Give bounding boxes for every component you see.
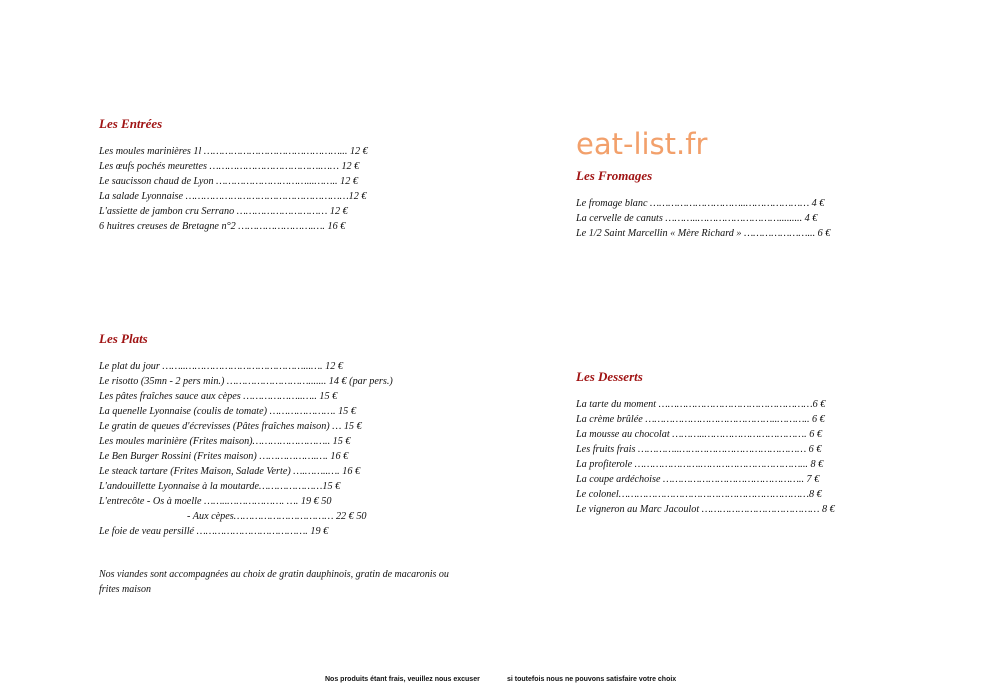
entrees-list [99, 144, 368, 234]
menu-item: 6 huitres creuses de Bretagne n°2 …………………….…. 16 € [99, 221, 346, 232]
desserts-list [576, 397, 835, 517]
accompaniment-note: Nos viandes sont accompagnées au choix de gratin dauphinois, gratin de macaronis ou frites maison [99, 569, 449, 595]
section-desserts [576, 369, 835, 517]
fromages-list [576, 196, 830, 241]
menu-item: La mousse au chocolat ………..……………………………. 6 € [576, 429, 822, 440]
menu-item: Les moules marinière (Frites maison)…………………….. 15 € [99, 436, 351, 447]
menu-item: Les pâtes fraîches sauce aux cèpes ………………..….. 15 € [99, 391, 338, 402]
menu-item: Le risotto (35mn - 2 pers min.) ………………………....... 14 € (par pers.) [99, 376, 393, 387]
menu-item: Le gratin de queues d'écrevisses (Pâtes fraîches maison) … 15 € [99, 421, 362, 432]
menu-item: L'assiette de jambon cru Serrano ………………………… 12 € [99, 206, 348, 217]
brand-watermark: eat-list.fr [576, 127, 708, 161]
menu-item: Le steack tartare (Frites Maison, Salade Verte) ….……..…. 16 € [99, 466, 361, 477]
menu-item: Le Ben Burger Rossini (Frites maison) ……………….…. 16 € [99, 451, 349, 462]
section-plats [99, 331, 393, 539]
menu-item: La crème brûlée ……………………………………..……….. 6 € [576, 414, 825, 425]
section-fromages [576, 168, 830, 241]
menu-item: La quenelle Lyonnaise (coulis de tomate) …………………. 15 € [99, 406, 356, 417]
menu-item: Le colonel………………………………………………………8 € [576, 489, 822, 500]
menu-item: L'andouillette Lyonnaise à la moutarde…………………15 € [99, 481, 341, 492]
section-title: Les Entrées [99, 116, 163, 131]
menu-item: - Aux cèpes…………………………… 22 € 50 [187, 511, 367, 522]
footer-left: Nos produits étant frais, veuillez nous excuser [325, 676, 480, 683]
menu-item: Le fromage blanc …………………………..………………… 4 € [576, 198, 825, 209]
section-title: Les Desserts [576, 369, 643, 384]
menu-item: Le saucisson chaud de Lyon …………………………...…….. 12 € [99, 176, 358, 187]
menu-item: La tarte du moment ……………………………………………6 € [576, 399, 826, 410]
menu-item: Le vigneron au Marc Jacoulot ………………………………… 8 € [576, 504, 835, 515]
menu-item: Les fruits frais …………..…………………………………… 6 € [576, 444, 822, 455]
menu-item: Le foie de veau persillé ………………………………. 19 € [99, 526, 329, 537]
section-title: Les Fromages [576, 168, 653, 183]
section-entrees [99, 116, 368, 234]
menu-item: La coupe ardéchoise ……………………………………….. 7 € [576, 474, 820, 485]
menu-item: Les moules marinières 1l ………………………………………... 12 € [99, 146, 368, 157]
section-title: Les Plats [99, 331, 148, 346]
menu-item: Les œufs pochés meurettes ……………………………….…… 12 € [99, 161, 360, 172]
menu-item: Le 1/2 Saint Marcellin « Mère Richard » …………………... 6 € [576, 228, 831, 239]
menu-item: La profiterole ………………….……………………………... 8 € [576, 459, 824, 470]
menu-item: Le plat du jour ……..…………………………………...…. 12 € [99, 361, 343, 372]
menu-item: La salade Lyonnaise ………………………………………………12 € [99, 191, 367, 202]
menu-item: L'entrecôte - Os à moelle ……..………………. …. 19 € 50 [99, 496, 332, 507]
plats-list [99, 359, 393, 539]
footer-right: si toutefois nous ne pouvons satisfaire votre choix [507, 676, 677, 683]
menu-item: La cervelle de canuts ………..………………………......... 4 € [576, 213, 818, 224]
